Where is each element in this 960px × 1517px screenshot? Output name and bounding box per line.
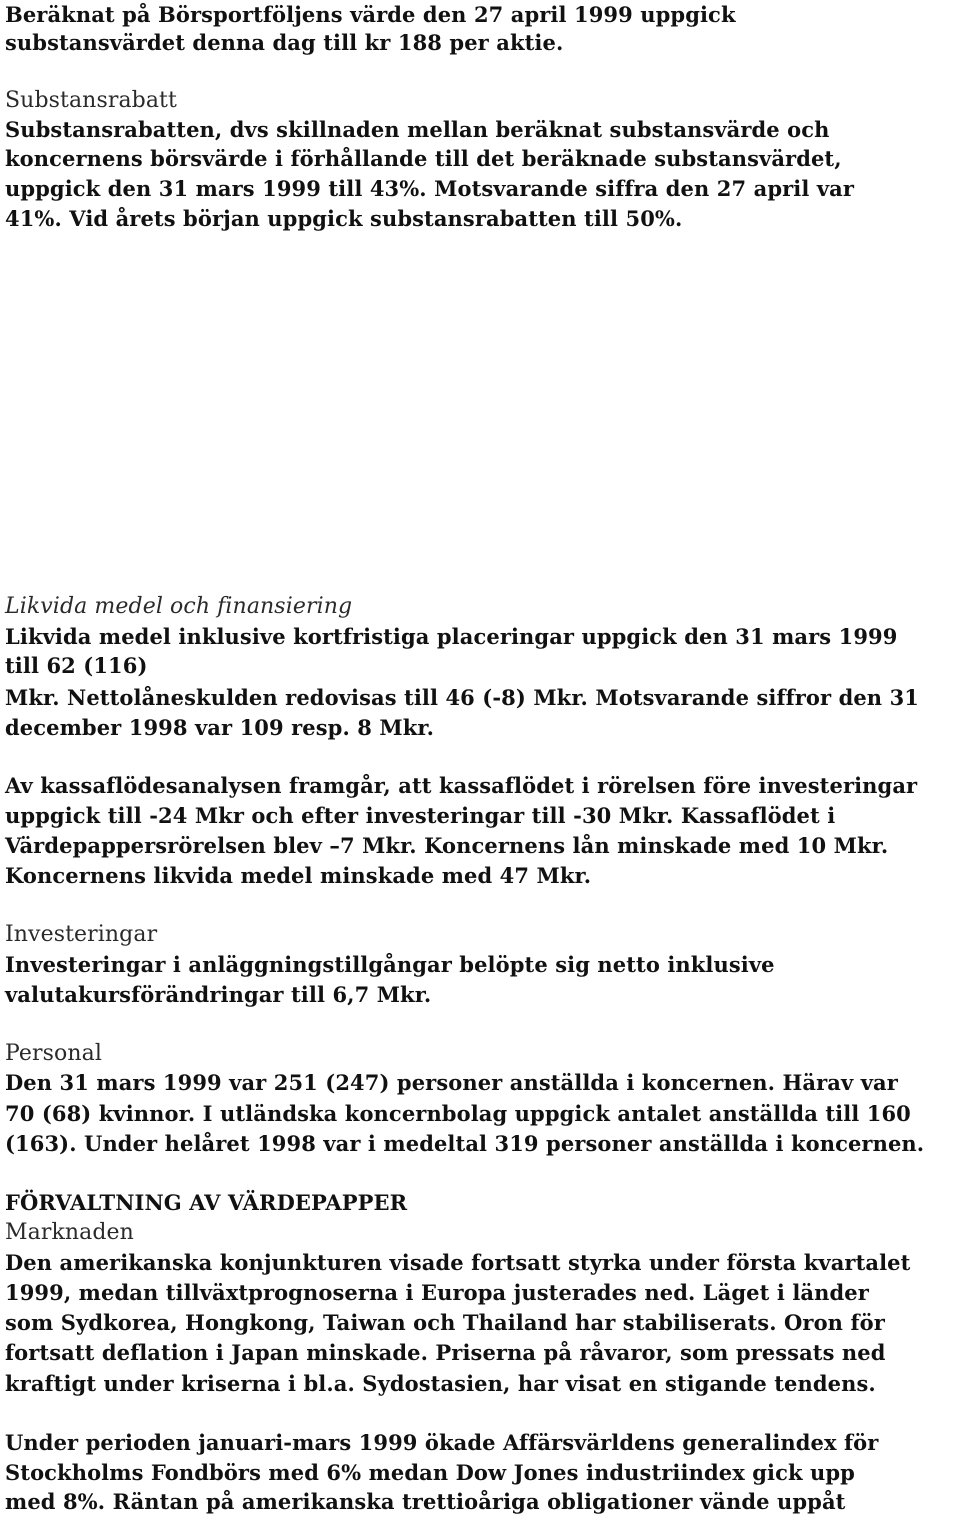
paragraph-line: med 8%. Räntan på amerikanska trettioåriga obligationer vände uppåt — [5, 1489, 846, 1514]
intro-line-2: substansvärdet denna dag till kr 188 per aktie. — [5, 30, 564, 55]
paragraph-line: Koncernens likvida medel minskade med 47 Mkr. — [5, 863, 592, 888]
paragraph-line: uppgick till -24 Mkr och efter investeringar till -30 Mkr. Kassaflödet i — [5, 803, 836, 828]
paragraph-line: Av kassaflödesanalysen framgår, att kassaflödet i rörelsen före investeringar — [5, 773, 918, 798]
paragraph-line: fortsatt deflation i Japan minskade. Priserna på råvaror, som pressats ned — [5, 1340, 886, 1365]
paragraph-line: Stockholms Fondbörs med 6% medan Dow Jones industriindex gick upp — [5, 1460, 855, 1485]
paragraph-line: Värdepappersrörelsen blev –7 Mkr. Koncernens lån minskade med 10 Mkr. — [5, 833, 889, 858]
intro-line-1: Beräknat på Börsportföljens värde den 27 april 1999 uppgick — [5, 2, 736, 27]
section-heading-marknaden: Marknaden — [5, 1220, 134, 1245]
section-heading-personal: Personal — [5, 1041, 103, 1066]
paragraph-line: Mkr. Nettolåneskulden redovisas till 46 (-8) Mkr. Motsvarande siffror den 31 — [5, 685, 920, 710]
paragraph-line: (163). Under helåret 1998 var i medeltal 319 personer anställda i koncernen. — [5, 1131, 925, 1156]
paragraph-line: Under perioden januari-mars 1999 ökade Affärsvärldens generalindex för — [5, 1430, 879, 1455]
paragraph-line: Investeringar i anläggningstillgångar belöpte sig netto inklusive — [5, 952, 775, 977]
paragraph-line: 41%. Vid årets början uppgick substansrabatten till 50%. — [5, 206, 683, 231]
paragraph-line: kraftigt under kriserna i bl.a. Sydostasien, har visat en stigande tendens. — [5, 1371, 876, 1396]
paragraph-line: uppgick den 31 mars 1999 till 43%. Motsvarande siffra den 27 april var — [5, 176, 855, 201]
paragraph-line: som Sydkorea, Hongkong, Taiwan och Thailand har stabiliserats. Oron för — [5, 1310, 885, 1335]
paragraph-line: Den 31 mars 1999 var 251 (247) personer anställda i koncernen. Härav var — [5, 1070, 898, 1095]
section-title-forvaltning: FÖRVALTNING AV VÄRDEPAPPER — [5, 1190, 408, 1215]
section-heading-substansrabatt: Substansrabatt — [5, 88, 177, 113]
section-heading-investeringar: Investeringar — [5, 922, 158, 947]
paragraph-line: Den amerikanska konjunkturen visade fortsatt styrka under första kvartalet — [5, 1250, 911, 1275]
paragraph-line: valutakursförändringar till 6,7 Mkr. — [5, 982, 432, 1007]
paragraph-line: 1999, medan tillväxtprognoserna i Europa justerades ned. Läget i länder — [5, 1280, 869, 1305]
paragraph-line: Likvida medel inklusive kortfristiga placeringar uppgick den 31 mars 1999 — [5, 624, 898, 649]
paragraph-line: december 1998 var 109 resp. 8 Mkr. — [5, 715, 435, 740]
paragraph-line: koncernens börsvärde i förhållande till det beräknade substansvärdet, — [5, 146, 842, 171]
paragraph-line: till 62 (116) — [5, 653, 148, 678]
paragraph-line: Substansrabatten, dvs skillnaden mellan beräknat substansvärde och — [5, 117, 830, 142]
section-heading-likvida-medel: Likvida medel och finansiering — [5, 594, 353, 619]
paragraph-line: 70 (68) kvinnor. I utländska koncernbolag uppgick antalet anställda till 160 — [5, 1101, 911, 1126]
